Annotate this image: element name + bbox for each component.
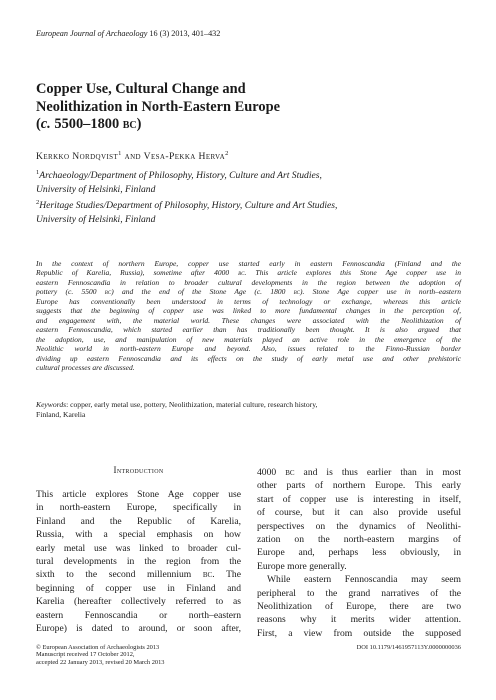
intro-right-para2-line-5: First, a view from outside the supposed [257,627,461,639]
intro-left-line-10: eastern Fennoscandia or north–eastern [36,609,241,621]
intro-right-para1-line-2: other parts of northern Europe. This early [257,480,461,492]
abstract-line-11: dividing up eastern Fennoscandia and its effects on the study of early metal use and other prehistoric [36,353,461,363]
section-heading-introduction: Introduction [113,465,164,475]
intro-right-para1-line-8: Europe more generally. [257,560,347,572]
intro-left-line-9: Karelia (hereafter collectively referred to as [36,596,241,608]
keywords-line-1: Keywords: copper, early metal use, pottery, Neolithization, material culture, research history, [36,400,318,409]
title-circa: c. [40,116,51,133]
keywords [36,400,461,420]
intro-left-line-6: tural developments in the region from the [36,556,241,568]
title-line-3: (c. 5500–1800 bc) [36,116,142,133]
intro-left-line-4: Russia, with a special emphasis on how [36,529,241,541]
abstract-line-9: the adoption, use, and manipulation of new materials played an active role in the emergence of the [36,334,461,344]
abstract-line-7: and engagement with, the material world. These changes were associated with the Neolithization of [36,315,461,325]
intro-left-line-2: in north-eastern Europe, specifically in [36,502,241,514]
intro-left-line-11: Europe) is dated to around, or soon after, [36,623,241,635]
abstract-line-8: eastern Fennoscandia, which started earlier than has traditionally been thought. It is also argued that [36,325,461,335]
author-conjunction: and [121,151,144,163]
affiliation-2-superscript: 2 [36,199,40,207]
journal-citation: 16 (3) 2013, 401–432 [149,29,221,38]
footer-accepted: accepted 22 January 2013, revised 20 March 2013 [36,658,165,666]
abstract-line-3: eastern Fennoscandia in relation to broader cultural developments in the region between the adoption of [36,277,461,287]
abstract [36,259,461,372]
keywords-line-2: Finland, Karelia [36,410,86,419]
intro-right-para1-line-4: of course, but it can also provide useful [257,507,461,519]
author-1-superscript: 1 [118,150,122,157]
intro-right-para1-line-1: 4000 bc and is thus earlier than in most [257,467,461,478]
title-line-2: Neolithization in North-Eastern Europe [36,98,280,115]
footer-received: Manuscript received 17 October 2012, [36,651,135,659]
abstract-line-6: suggests that the beginning of copper use was linked to more fundamental changes in the perception of, [36,306,461,316]
author-1: Kerkko Nordqvist [36,151,119,163]
abstract-line-12: cultural processes are discussed. [36,362,135,372]
affiliation-1-superscript: 1 [36,169,40,176]
title-line-1: Copper Use, Cultural Change and [36,81,246,97]
title-era: bc [122,116,137,133]
abstract-line-10: Neolithic world in north-eastern Europe and beyond. Also, issues related to the Finno-Russian border [36,344,461,354]
abstract-line-2: Republic of Karelia, Russia), sometime after 4000 bc. This article explores this Stone Age copper use in [36,268,462,278]
body-column-right [257,466,461,640]
body-column-left [36,488,241,635]
author-2: Vesa-Pekka Herva [143,151,226,163]
author-2-superscript: 2 [225,150,229,157]
keywords-label: Keywords [36,400,67,409]
intro-left-line-7: sixth to the second millennium bc. The [36,569,241,581]
intro-right-para2-line-3: Neolithization of Europe, there are two [257,601,461,613]
journal-name: European Journal of Archaeology [36,29,148,38]
abstract-line-4: pottery (c. 5500 bc) and the end of the Stone Age (c. 1800 bc). Stone Age copper use in north–eastern [36,287,461,297]
intro-left-line-5: early metal use was linked to broader cul- [36,542,241,554]
intro-right-para2-line-2: peripheral to the grand narratives of the [257,587,461,599]
affiliations [36,166,466,227]
intro-right-para1-line-7: Europe and, perhaps less obviously, in [257,547,461,559]
abstract-line-5: Europe has conventionally been understood in terms of technology or exchange, whereas this article [36,296,461,306]
footer-doi: DOI 10.1179/1461957113Y.0000000036 [356,644,461,651]
affiliation-1-line-2: University of Helsinki, Finland [36,183,156,195]
abstract-line-1: In the context of northern Europe, copper use started early in eastern Fennoscandia (Finland and the [36,259,461,268]
affiliation-2-line-2: University of Helsinki, Finland [36,214,156,226]
journal-header [36,29,220,38]
intro-right-para2-line-4: reasons why it merits wider attention. [257,614,461,626]
footer-publication-info [36,644,164,666]
intro-left-line-1: This article explores Stone Age copper use [36,489,241,500]
article-title [36,81,466,134]
author-line [36,150,229,162]
intro-right-para1-line-3: start of copper use is interesting in itself, [257,493,461,505]
affiliation-2-line-1: $^2$Heritage Studies/Department of Philosophy, History, Culture and Art Studies, [36,199,338,212]
intro-right-para2-line-1: While eastern Fennoscandia may seem [267,574,461,586]
intro-right-para1-line-6: zation on the north-eastern margins of [257,534,461,546]
intro-left-line-3: Finland and the Republic of Karelia, [36,515,241,527]
intro-left-line-8: beginning of copper use in Finland and [36,582,241,594]
footer-copyright: © European Association of Archaeologists 2013 [36,644,160,651]
intro-right-para1-line-5: perspectives on the dynamics of Neolithi- [257,520,461,532]
affiliation-1-line-1: $^1$Archaeology/Department of Philosophy, History, Culture and Art Studies, [36,169,322,182]
